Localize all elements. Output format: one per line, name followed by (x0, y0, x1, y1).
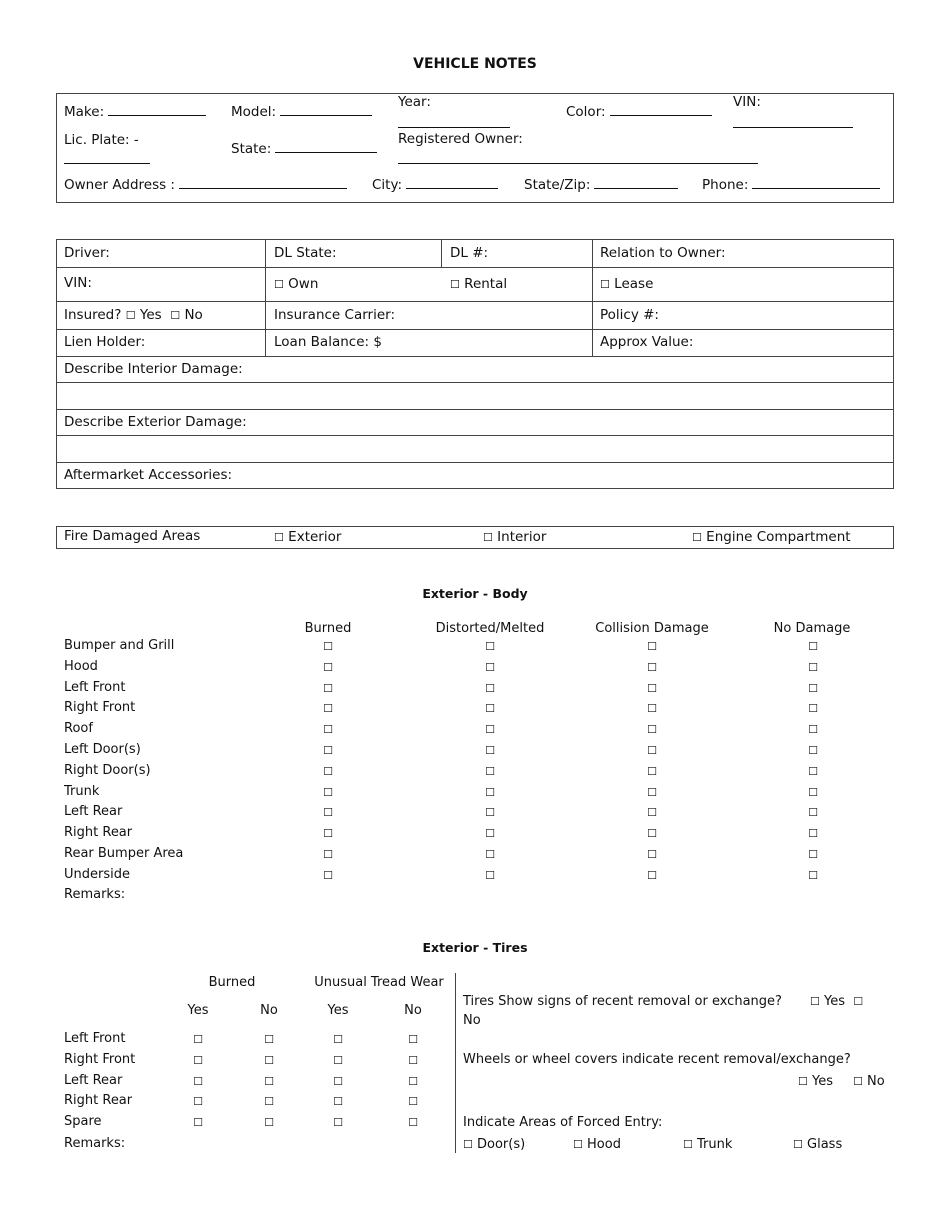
tire-checkbox[interactable]: ☐ (333, 1116, 343, 1130)
tire-checkbox[interactable]: ☐ (408, 1116, 418, 1130)
vin-field[interactable] (733, 113, 853, 128)
fire-interior-option[interactable] (483, 529, 546, 545)
lease-checkbox[interactable]: ☐ (600, 278, 610, 291)
model-label: Model: (231, 104, 277, 120)
body-checkbox[interactable]: ☐ (647, 723, 657, 737)
exterior-tires-title: Exterior - Tires (422, 940, 528, 955)
fire-engine-label: Engine Compartment (706, 529, 851, 545)
state-field[interactable] (231, 140, 377, 157)
body-checkbox[interactable]: ☐ (808, 681, 818, 695)
loan-balance-label: Loan Balance: $ (274, 334, 382, 350)
tire-checkbox[interactable]: ☐ (193, 1053, 203, 1067)
own-checkbox[interactable]: ☐ (274, 278, 284, 291)
tires-sub-yes-2: Yes (327, 1003, 349, 1018)
body-checkbox[interactable]: ☐ (647, 660, 657, 674)
body-col-no-damage: No Damage (773, 621, 851, 636)
wheel-removal-no-label: No (867, 1074, 885, 1089)
body-checkbox[interactable]: ☐ (323, 723, 333, 737)
tire-checkbox[interactable]: ☐ (333, 1095, 343, 1109)
body-row-label: Right Door(s) (64, 762, 151, 778)
lease-label: Lease (614, 276, 654, 292)
aftermarket-label: Aftermarket Accessories: (64, 467, 233, 483)
wheel-removal-yes-checkbox[interactable]: ☐ (798, 1075, 808, 1088)
body-row-label: Left Rear (64, 804, 123, 820)
tires-divider (455, 973, 456, 1153)
tire-removal-yes-label: Yes (824, 994, 846, 1009)
tire-checkbox[interactable]: ☐ (408, 1033, 418, 1046)
make-label: Make: (64, 104, 105, 120)
forced-hood-label: Hood (587, 1137, 621, 1152)
fire-exterior-checkbox[interactable]: ☐ (274, 531, 284, 544)
interior-damage-input[interactable] (57, 383, 893, 408)
phone-label: Phone: (702, 177, 749, 193)
own-option[interactable] (274, 276, 318, 292)
tire-row-label: Left Rear (64, 1072, 123, 1088)
tires-sub-no-2: No (404, 1003, 422, 1018)
body-row-label: Roof (64, 721, 93, 737)
body-row-label: Left Door(s) (64, 742, 141, 757)
body-checkbox[interactable]: ☐ (485, 702, 495, 716)
interior-damage-label: Describe Interior Damage: (64, 361, 243, 377)
body-checkbox[interactable]: ☐ (485, 827, 495, 841)
body-checkbox[interactable]: ☐ (808, 660, 818, 674)
insured-label: Insured? (64, 307, 122, 323)
exterior-body-title: Exterior - Body (422, 586, 528, 601)
body-checkbox[interactable]: ☐ (647, 785, 657, 799)
insured-no-checkbox[interactable]: ☐ (170, 309, 181, 322)
forced-doors-option[interactable] (463, 1137, 525, 1152)
forced-trunk-checkbox[interactable]: ☐ (683, 1138, 693, 1151)
tire-checkbox[interactable]: ☐ (408, 1095, 418, 1109)
insured-yes-checkbox[interactable]: ☐ (125, 309, 136, 322)
body-row-label: Bumper and Grill (64, 638, 175, 653)
body-remarks-label: Remarks: (64, 887, 126, 902)
body-checkbox[interactable]: ☐ (808, 806, 818, 820)
year-field[interactable] (398, 113, 510, 128)
fire-exterior-label: Exterior (288, 529, 342, 545)
tire-checkbox[interactable]: ☐ (264, 1053, 274, 1067)
dl-state-label: DL State: (274, 245, 337, 261)
body-row-label: Left Front (64, 679, 126, 695)
fire-exterior-option[interactable] (274, 529, 341, 545)
color-field[interactable] (566, 103, 712, 120)
body-checkbox[interactable]: ☐ (485, 723, 495, 737)
body-checkbox[interactable]: ☐ (808, 640, 818, 653)
forced-trunk-option[interactable] (683, 1137, 732, 1152)
wheel-removal-question: Wheels or wheel covers indicate recent removal/exchange? (463, 1052, 851, 1067)
tires-sub-no-1: No (260, 1003, 278, 1018)
rental-checkbox[interactable]: ☐ (450, 278, 460, 291)
tire-row-label: Right Front (64, 1051, 136, 1067)
wheel-removal-no[interactable] (853, 1074, 885, 1089)
tire-checkbox[interactable]: ☐ (193, 1033, 203, 1046)
body-checkbox[interactable]: ☐ (485, 785, 495, 799)
body-checkbox[interactable]: ☐ (323, 848, 333, 861)
body-checkbox[interactable]: ☐ (323, 868, 333, 882)
body-checkbox[interactable]: ☐ (647, 702, 657, 716)
wheel-removal-yes-label: Yes (812, 1074, 834, 1089)
lien-holder-label: Lien Holder: (64, 334, 146, 350)
body-checkbox[interactable]: ☐ (647, 744, 657, 757)
city-label: City: (372, 177, 403, 193)
body-row-label: Hood (64, 658, 98, 674)
tire-checkbox[interactable]: ☐ (264, 1074, 274, 1088)
body-checkbox[interactable]: ☐ (485, 848, 495, 861)
tire-checkbox[interactable]: ☐ (408, 1053, 418, 1067)
body-checkbox[interactable]: ☐ (647, 868, 657, 882)
body-checkbox[interactable]: ☐ (323, 744, 333, 757)
tire-removal-yes[interactable] (810, 994, 863, 1009)
state-label: State: (231, 141, 272, 157)
insured-no-label: No (184, 307, 203, 323)
body-checkbox[interactable]: ☐ (647, 827, 657, 841)
phone-field[interactable] (702, 176, 880, 193)
tire-checkbox[interactable]: ☐ (333, 1053, 343, 1067)
lease-option[interactable] (600, 276, 653, 292)
color-label: Color: (566, 104, 606, 120)
body-row-label: Rear Bumper Area (64, 846, 184, 861)
body-checkbox[interactable]: ☐ (647, 681, 657, 695)
body-row-label: Right Rear (64, 825, 133, 841)
body-row-label: Right Front (64, 700, 136, 716)
plate-field[interactable] (64, 151, 150, 164)
body-checkbox[interactable]: ☐ (485, 660, 495, 674)
body-checkbox[interactable]: ☐ (323, 681, 333, 695)
driver-label: Driver: (64, 245, 110, 261)
plate-label: Lic. Plate: - (64, 132, 139, 148)
tire-checkbox[interactable]: ☐ (408, 1074, 418, 1088)
body-checkbox[interactable]: ☐ (808, 744, 818, 757)
tire-checkbox[interactable]: ☐ (193, 1074, 203, 1088)
registered-owner-field[interactable] (398, 150, 758, 164)
own-label: Own (288, 276, 319, 292)
body-checkbox[interactable]: ☐ (485, 868, 495, 882)
rental-label: Rental (464, 276, 508, 292)
tire-removal-question: Tires Show signs of recent removal or exchange? (463, 994, 782, 1009)
forced-glass-checkbox[interactable]: ☐ (793, 1138, 803, 1151)
body-checkbox[interactable]: ☐ (485, 806, 495, 820)
body-checkbox[interactable]: ☐ (647, 806, 657, 820)
body-checkbox[interactable]: ☐ (647, 848, 657, 861)
city-field[interactable] (372, 176, 498, 193)
body-checkbox[interactable]: ☐ (485, 640, 495, 653)
body-checkbox[interactable]: ☐ (323, 702, 333, 716)
insured-field (64, 307, 203, 323)
fire-engine-checkbox[interactable]: ☐ (692, 531, 702, 544)
body-checkbox[interactable]: ☐ (323, 806, 333, 820)
tire-row-label: Left Front (64, 1031, 126, 1046)
forced-doors-label: Door(s) (477, 1137, 526, 1152)
policy-label: Policy #: (600, 307, 659, 323)
year-label: Year: (398, 94, 431, 110)
tire-checkbox[interactable]: ☐ (193, 1116, 203, 1130)
body-row-label: Underside (64, 866, 130, 882)
tire-checkbox[interactable]: ☐ (333, 1074, 343, 1088)
owner-address-field[interactable] (64, 176, 347, 193)
fire-interior-label: Interior (497, 529, 547, 545)
tire-checkbox[interactable]: ☐ (264, 1116, 274, 1130)
approx-value-label: Approx Value: (600, 334, 694, 350)
tires-group-tread: Unusual Tread Wear (314, 975, 444, 990)
body-checkbox[interactable]: ☐ (647, 640, 657, 653)
forced-glass-label: Glass (807, 1137, 843, 1152)
body-row-label: Trunk (64, 783, 100, 799)
body-checkbox[interactable]: ☐ (323, 640, 333, 653)
body-col-collision: Collision Damage (595, 621, 709, 636)
registered-owner-label: Registered Owner: (398, 131, 523, 147)
owner-address-label: Owner Address : (64, 177, 175, 193)
exterior-damage-input[interactable] (57, 436, 893, 461)
body-checkbox[interactable]: ☐ (323, 764, 333, 778)
body-checkbox[interactable]: ☐ (808, 848, 818, 861)
body-checkbox[interactable]: ☐ (485, 681, 495, 695)
body-checkbox[interactable]: ☐ (323, 785, 333, 799)
body-checkbox[interactable]: ☐ (808, 785, 818, 799)
vin-label: VIN: (733, 94, 761, 110)
wheel-removal-yes[interactable] (798, 1074, 833, 1089)
tire-row-label: Spare (64, 1114, 102, 1130)
insurance-carrier-label: Insurance Carrier: (274, 307, 396, 323)
tire-checkbox[interactable]: ☐ (193, 1095, 203, 1109)
wheel-removal-no-checkbox[interactable]: ☐ (853, 1075, 863, 1088)
page-title: VEHICLE NOTES (413, 56, 537, 72)
driver-vin-label: VIN: (64, 275, 92, 291)
body-col-burned: Burned (304, 621, 352, 636)
dl-number-label: DL #: (450, 245, 489, 261)
insured-yes-label: Yes (139, 307, 162, 323)
forced-doors-checkbox[interactable]: ☐ (463, 1138, 473, 1151)
body-checkbox[interactable]: ☐ (647, 764, 657, 778)
tire-removal-no-label: No (463, 1013, 481, 1028)
tires-sub-yes-1: Yes (187, 1003, 209, 1018)
tire-removal-no-checkbox[interactable]: ☐ (853, 995, 864, 1008)
model-field[interactable] (231, 103, 372, 120)
forced-glass-option[interactable] (793, 1137, 842, 1152)
state-zip-label: State/Zip: (524, 177, 591, 193)
fire-engine-option[interactable] (692, 529, 851, 545)
rental-option[interactable] (450, 276, 507, 292)
fire-damage-label: Fire Damaged Areas (64, 528, 201, 544)
state-zip-field[interactable] (524, 176, 678, 193)
body-checkbox[interactable]: ☐ (808, 702, 818, 716)
body-checkbox[interactable]: ☐ (323, 827, 333, 841)
make-field[interactable] (64, 103, 206, 120)
body-checkbox[interactable]: ☐ (485, 764, 495, 778)
tires-remarks-label: Remarks: (64, 1136, 126, 1151)
relation-label: Relation to Owner: (600, 245, 726, 261)
tire-checkbox[interactable]: ☐ (264, 1095, 274, 1109)
body-checkbox[interactable]: ☐ (808, 723, 818, 737)
forced-entry-label: Indicate Areas of Forced Entry: (463, 1115, 663, 1130)
body-checkbox[interactable]: ☐ (485, 744, 495, 757)
exterior-damage-label: Describe Exterior Damage: (64, 414, 247, 430)
fire-interior-checkbox[interactable]: ☐ (483, 531, 493, 544)
body-col-distorted: Distorted/Melted (435, 621, 545, 636)
body-checkbox[interactable]: ☐ (323, 660, 333, 674)
tire-row-label: Right Rear (64, 1093, 133, 1109)
tires-group-burned: Burned (208, 975, 256, 990)
tire-checkbox[interactable]: ☐ (264, 1033, 274, 1046)
tire-removal-yes-checkbox[interactable]: ☐ (810, 995, 820, 1008)
body-checkbox[interactable]: ☐ (808, 764, 818, 778)
forced-hood-option[interactable] (573, 1137, 621, 1152)
tire-checkbox[interactable]: ☐ (333, 1033, 343, 1046)
body-checkbox[interactable]: ☐ (808, 868, 818, 882)
forced-hood-checkbox[interactable]: ☐ (573, 1138, 583, 1151)
body-checkbox[interactable]: ☐ (808, 827, 818, 841)
forced-trunk-label: Trunk (697, 1137, 733, 1152)
